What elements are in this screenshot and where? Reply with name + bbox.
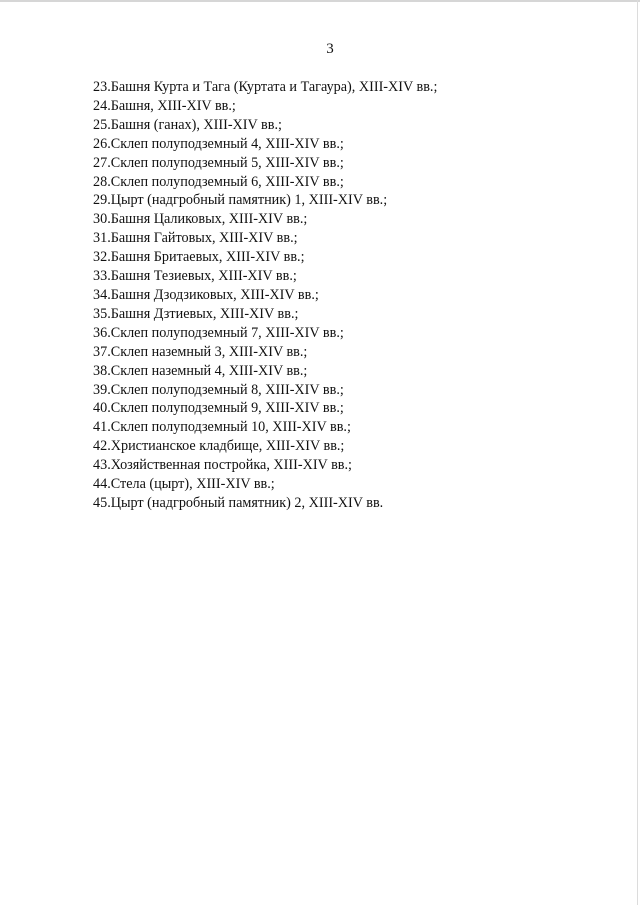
list-item: 23.Башня Курта и Тага (Куртата и Тагаура), XIII-XIV вв.; <box>93 79 438 95</box>
list-item: 39.Склеп полуподземный 8, XIII-XIV вв.; <box>93 381 344 398</box>
list-item: 25.Башня (ганах), XIII-XIV вв.; <box>93 116 282 133</box>
list-item: 31.Башня Гайтовых, XIII-XIV вв.; <box>93 230 298 247</box>
scan-edge-right <box>637 0 638 905</box>
scan-edge-top <box>0 0 640 2</box>
list-item: 45.Цырт (надгробный памятник) 2, XIII-XIV вв. <box>93 494 384 511</box>
list-item: 42.Христианское кладбище, XIII-XIV вв.; <box>93 438 345 455</box>
list-item: 41.Склеп полуподземный 10, XIII-XIV вв.; <box>93 419 351 436</box>
list-item: 34.Башня Дзодзиковых, XIII-XIV вв.; <box>93 286 319 303</box>
list-item: 36.Склеп полуподземный 7, XIII-XIV вв.; <box>93 324 344 341</box>
list-item: 35.Башня Дзтиевых, XIII-XIV вв.; <box>93 305 299 322</box>
list-item: 29.Цырт (надгробный памятник) 1, XIII-XIV вв.; <box>93 192 388 209</box>
list-item: 40.Склеп полуподземный 9, XIII-XIV вв.; <box>93 400 344 417</box>
monument-list <box>93 78 437 513</box>
list-item: 37.Склеп наземный 3, XIII-XIV вв.; <box>93 343 308 360</box>
list-item: 30.Башня Цаликовых, XIII-XIV вв.; <box>93 211 308 228</box>
page-number: 3 <box>326 41 334 57</box>
list-item: 26.Склеп полуподземный 4, XIII-XIV вв.; <box>93 135 344 152</box>
list-item: 38.Склеп наземный 4, XIII-XIV вв.; <box>93 362 308 379</box>
list-item: 27.Склеп полуподземный 5, XIII-XIV вв.; <box>93 154 344 171</box>
list-item: 32.Башня Бритаевых, XIII-XIV вв.; <box>93 249 305 266</box>
list-item: 44.Стела (цырт), XIII-XIV вв.; <box>93 476 275 493</box>
list-item: 33.Башня Тезиевых, XIII-XIV вв.; <box>93 268 297 285</box>
list-item: 43.Хозяйственная постройка, XIII-XIV вв.; <box>93 457 352 474</box>
list-item: 24.Башня, XIII-XIV вв.; <box>93 97 236 114</box>
list-item: 28.Склеп полуподземный 6, XIII-XIV вв.; <box>93 173 344 190</box>
